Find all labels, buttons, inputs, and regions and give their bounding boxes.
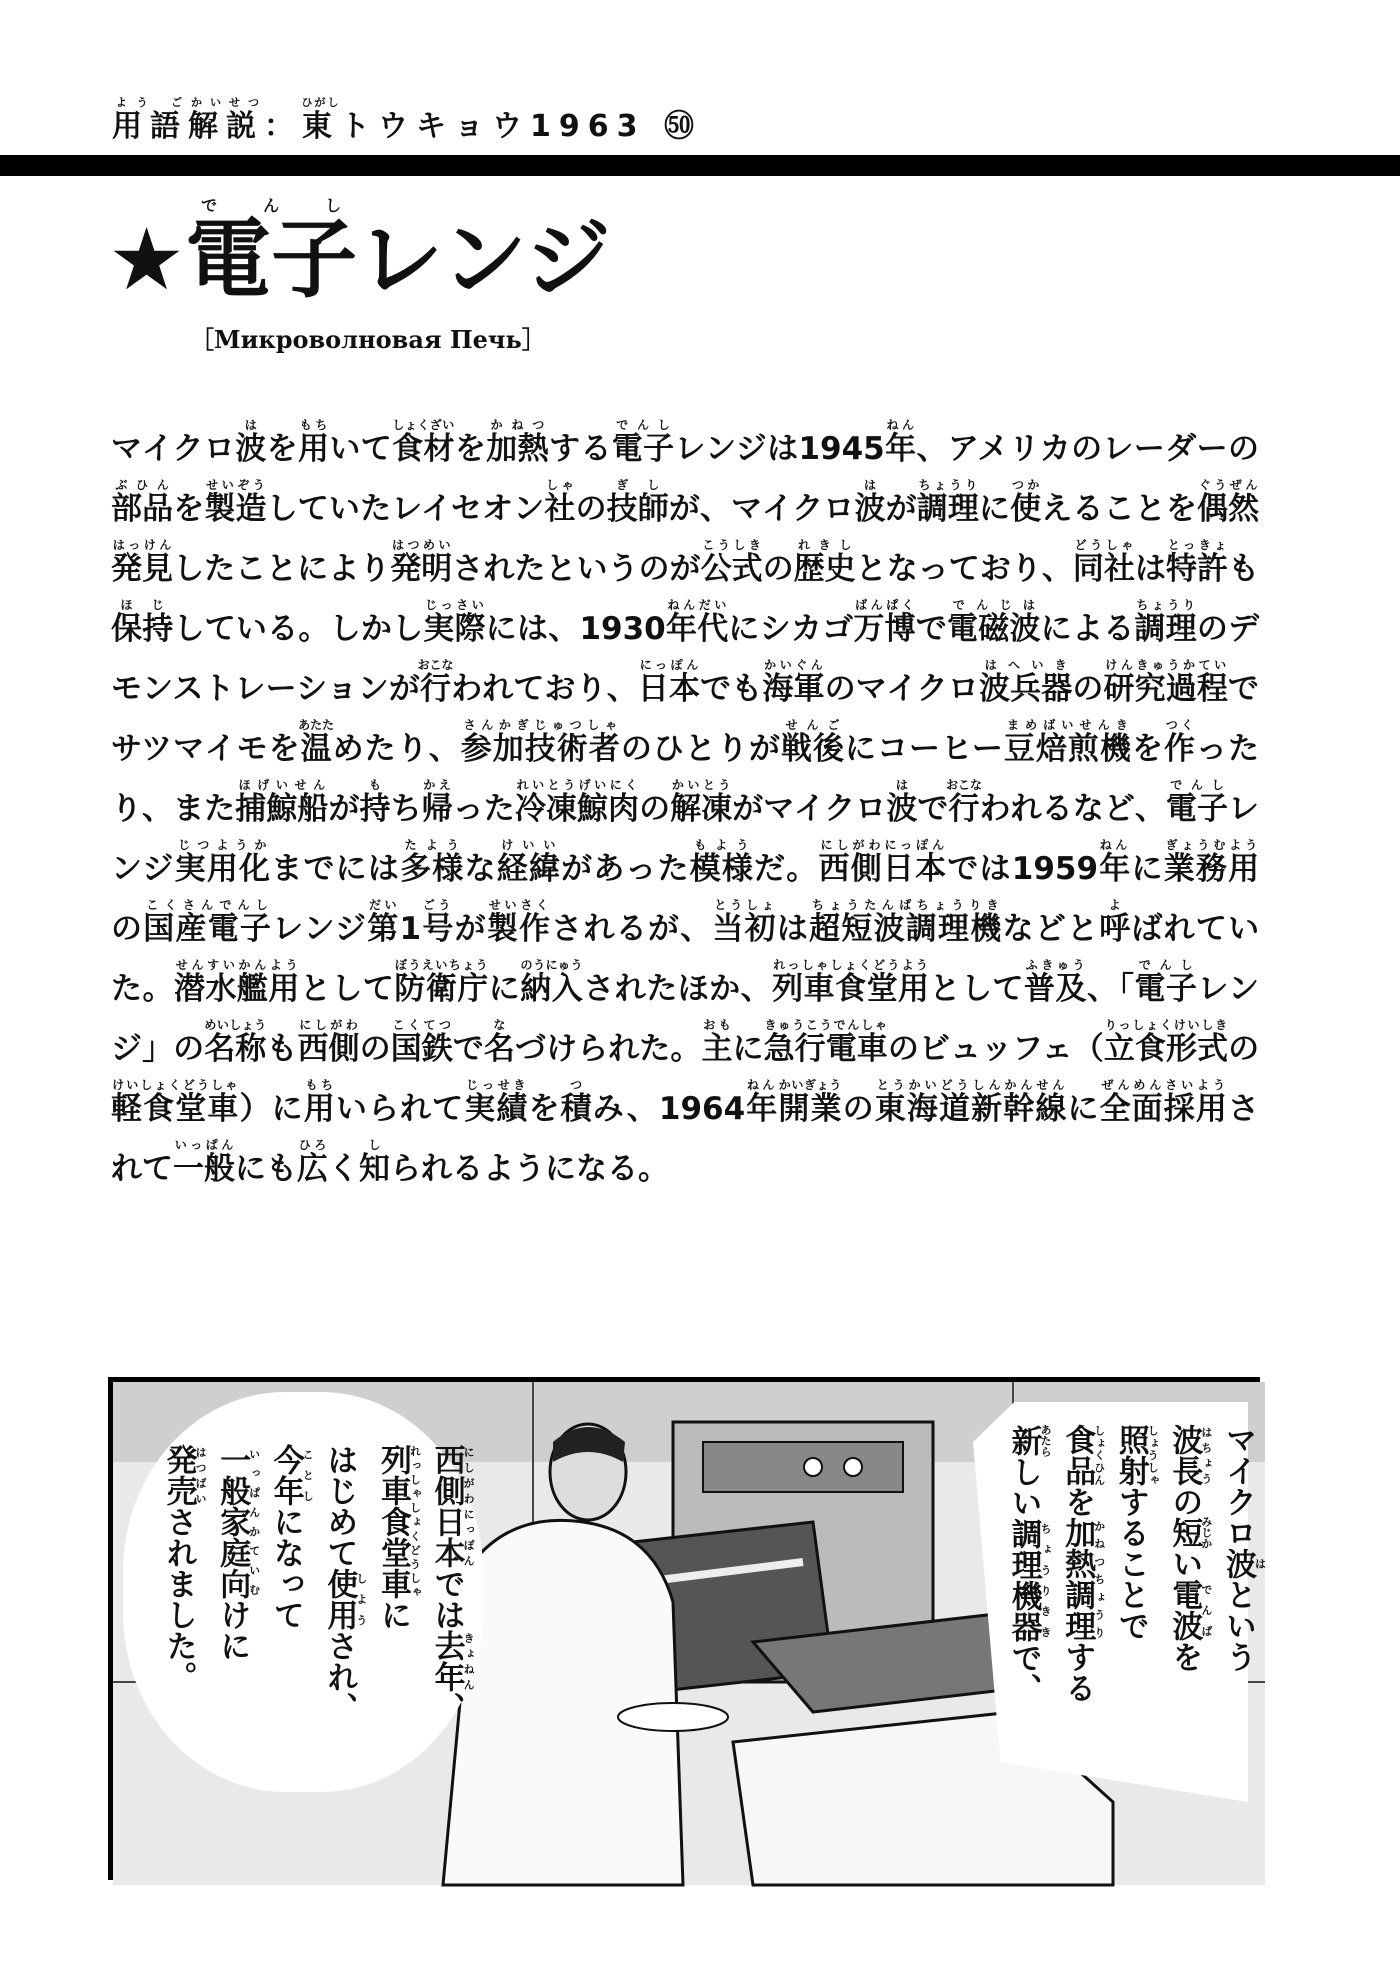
bubble-line: 波長はちょうの短みじかい電波でんぱを (1166, 1424, 1213, 1672)
header-divider (0, 155, 1400, 176)
bubble-line: 新あたらしい調理機器ちょうりききで、 (1005, 1424, 1053, 1704)
body-line: り、また捕鯨船ほげいせんが持もち帰かえった冷凍鯨肉れいとうげいにくの解凍かいとうがマイクロ波はで行おこなわれるなど、電子でんしレ (111, 778, 1260, 827)
title-text: 電子でんしレンジ (185, 196, 611, 310)
bubble-line: 今年ことしになって (267, 1444, 315, 1630)
bubble-line: 食品しょくひんを加熱調理かねつちょうりする (1059, 1424, 1106, 1703)
article-title (108, 196, 611, 308)
body-line: 軽食堂車けいしょくどうしゃ）に用もちいられて実績じっせきを積つみ、1964年ねん開業かいぎょうの東海道新幹線とうかいどうしんかんせんに全面採用ぜんめんさいようさ (111, 1078, 1260, 1127)
bubble-line: 照射しょうしゃすることで (1112, 1424, 1160, 1641)
bubble-line: 発売はつばいされました。 (160, 1444, 208, 1692)
body-line: 保持ほじしている。しかし実際じっさいには、1930年代ねんだいにシカゴ万博ばんぱくで電磁波でんじはによる調理ちょうりのデ (111, 598, 1260, 647)
body-line: た。潜水艦用せんすいかんようとして防衛庁ぼうえいちょうに納入のうにゅうされたほか、列車食堂用れっしゃしょくどうようとして普及ふきゅう、「電子でんしレン (111, 958, 1260, 1007)
bubble-line: 列車食堂車れっしゃしょくどうしゃに (374, 1444, 422, 1630)
speech-bubble-left-text (153, 1444, 475, 1723)
bubble-line: はじめて使用しようされ、 (321, 1444, 368, 1723)
body-line: マイクロ波はを用もちいて食材しょくざいを加熱かねつする電子でんしレンジは1945年ねん、アメリカのレーダーの (111, 418, 1260, 467)
body-line: ジ」の名称めいしょうも西側にしがわの国鉄こくてつで名なづけられた。主おもに急行電車きゅうこうでんしゃのビュッフェ（立食形式りっしょくけいしきの (111, 1018, 1260, 1067)
star-icon: ★ (108, 210, 186, 310)
bubble-line: 一般家庭向いっぱんかていむけに (214, 1444, 261, 1661)
body-line: れて一般いっぱんにも広ひろく知しられるようになる。 (111, 1138, 669, 1187)
body-line: 部品ぶひんを製造せいぞうしていたレイセオン社しゃの技師ぎしが、マイクロ波はが調理ちょうりに使つかえることを偶然ぐうぜん (111, 478, 1260, 527)
speech-bubble-right-text (998, 1424, 1266, 1704)
body-line: 発見はっけんしたことにより発明はつめいされたというのが公式こうしきの歴史れきしとなっており、同社どうしゃは特許とっきょも (111, 538, 1260, 587)
manga-panel (108, 1377, 1267, 1880)
bubble-line: 西側日本にしがわにっぽんでは去年きょねん、 (428, 1444, 476, 1723)
bubble-line: マイクロ波はという (1219, 1424, 1267, 1672)
article-subtitle-russian: ［Микроволновая Печь］ (190, 325, 546, 354)
body-line: サツマイモを温あたためたり、参加技術者さんかぎじゅつしゃのひとりが戦後せんごにコーヒー豆焙煎機まめばいせんきを作つくった (111, 718, 1260, 767)
body-line: モンストレーションが行おこなわれており、日本にっぽんでも海軍かいぐんのマイクロ波兵器はへいきの研究過程けんきゅうかていで (111, 658, 1260, 707)
body-line: の国産電子こくさんでんしレンジ第だい1号ごうが製作せいさくされるが、当初とうしょは超短波調理機ちょうたんぱちょうりきなどと呼よばれてい (111, 898, 1260, 947)
plate (618, 1703, 728, 1731)
body-line: ンジ実用化じつようかまでには多様たような経緯けいいがあった模様もようだ。西側日本にしがわにっぽんでは1959年ねんに業務用ぎょうむよう (111, 838, 1260, 887)
glossary-header: 用語よう ご解説かいせつ：東ひがしトウキョウ1963 ㊿ (112, 96, 702, 144)
